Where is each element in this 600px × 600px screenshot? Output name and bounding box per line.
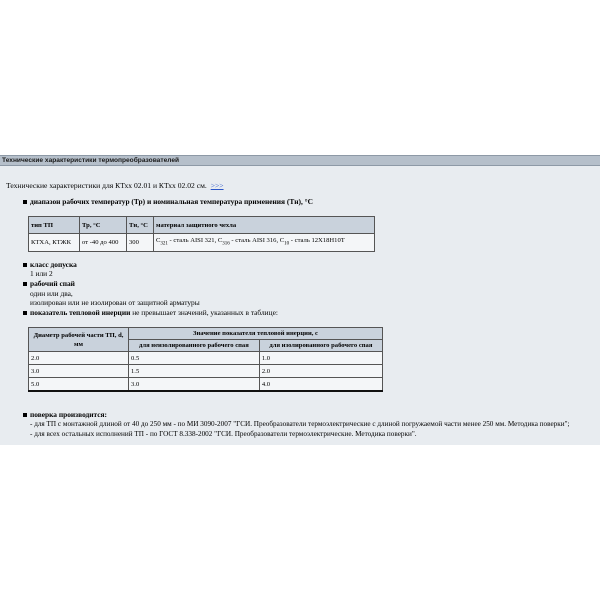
- intro-paragraph: [6, 181, 224, 191]
- cell-tr: от -40 до 400: [80, 234, 127, 252]
- junction-heading-text: рабочий спай: [30, 279, 75, 288]
- bullet-icon: [23, 311, 27, 315]
- inertia-table: [28, 327, 383, 392]
- col-header-type: тип ТП: [29, 217, 80, 234]
- table-row: [29, 352, 383, 365]
- cell-insulated: 1.0: [259, 352, 382, 365]
- col-header-tn: Тн, °С: [127, 217, 154, 234]
- cell-diameter: 5.0: [29, 378, 129, 392]
- verification-line-1: - для ТП с монтажной длиной от 40 до 250 мм - по МИ 3090-2007 "ГСИ. Преобразователи термоэлектрические с длиной погружаемой части менее 250 мм. Методика поверки";: [30, 420, 570, 428]
- bullet-icon: [23, 200, 27, 204]
- tolerance-heading-text: класс допуска: [30, 260, 77, 269]
- material-sub: 316: [222, 241, 230, 247]
- table-row: [29, 365, 383, 378]
- section-title: Технические характеристики термопреобразователей: [2, 157, 180, 164]
- material-text: - сталь AISI 321, С: [167, 237, 223, 245]
- verification-heading: [30, 410, 107, 419]
- col-header-insulated: для изолированного рабочего спая: [259, 340, 382, 352]
- table-row: [29, 378, 383, 392]
- material-text: - сталь AISI 316, С: [229, 237, 285, 245]
- material-sub: 321: [160, 241, 168, 247]
- verification-line-2: - для всех остальных исполнений ТП - по ГОСТ 8.338-2002 "ГСИ. Преобразователи термоэлектрические. Методика поверки".: [30, 430, 417, 438]
- range-heading-text: диапазон рабочих температур (Тр) и номинальная температура применения (Тн), °С: [30, 197, 313, 206]
- bullet-icon: [23, 282, 27, 286]
- cell-type: КТХА, КТЖК: [29, 234, 80, 252]
- section-header: [0, 155, 600, 166]
- inertia-heading: [30, 308, 278, 317]
- bullet-icon: [23, 263, 27, 267]
- cell-uninsulated: 3.0: [129, 378, 260, 392]
- col-header-material: материал защитного чехла: [154, 217, 375, 234]
- cell-material: [154, 234, 375, 252]
- col-header-diameter: Диаметр рабочей части ТП, d, мм: [29, 328, 129, 352]
- spec-panel: [0, 155, 600, 445]
- bullet-icon: [23, 413, 27, 417]
- cell-uninsulated: 1.5: [129, 365, 260, 378]
- temperature-table: [28, 216, 375, 252]
- junction-heading: [30, 279, 75, 288]
- details-link[interactable]: >>>: [210, 181, 224, 190]
- cell-diameter: 3.0: [29, 365, 129, 378]
- verification-heading-text: поверка производится:: [30, 410, 108, 419]
- material-text: С: [156, 237, 161, 245]
- tolerance-value: 1 или 2: [30, 269, 53, 278]
- table-header-row: [29, 217, 375, 234]
- cell-diameter: 2.0: [29, 352, 129, 365]
- col-header-uninsulated: для неизолированного рабочего спая: [129, 340, 260, 352]
- inertia-tail: не превышает значений, указанных в таблице:: [130, 308, 278, 317]
- inertia-heading-text: показатель тепловой инерции: [30, 308, 131, 317]
- cell-uninsulated: 0.5: [129, 352, 260, 365]
- tolerance-heading: [30, 260, 77, 269]
- col-header-group: Значение показателя тепловой инерции, с: [129, 328, 383, 340]
- range-heading: [30, 197, 313, 206]
- material-text: - сталь 12Х18Н10Т: [289, 237, 345, 245]
- cell-insulated: 4.0: [259, 378, 382, 392]
- cell-insulated: 2.0: [259, 365, 382, 378]
- col-header-tr: Тр, °С: [80, 217, 127, 234]
- intro-text: Технические характеристики для КТхх 02.01 и КТхх 02.02 см.: [6, 181, 207, 190]
- material-sub: 10: [284, 241, 290, 247]
- cell-tn: 300: [127, 234, 154, 252]
- junction-line-1: один или два,: [30, 289, 73, 298]
- junction-line-2: изолирован или не изолирован от защитной арматуры: [30, 298, 200, 307]
- table-row: [29, 234, 375, 252]
- table-header-row: [29, 328, 383, 340]
